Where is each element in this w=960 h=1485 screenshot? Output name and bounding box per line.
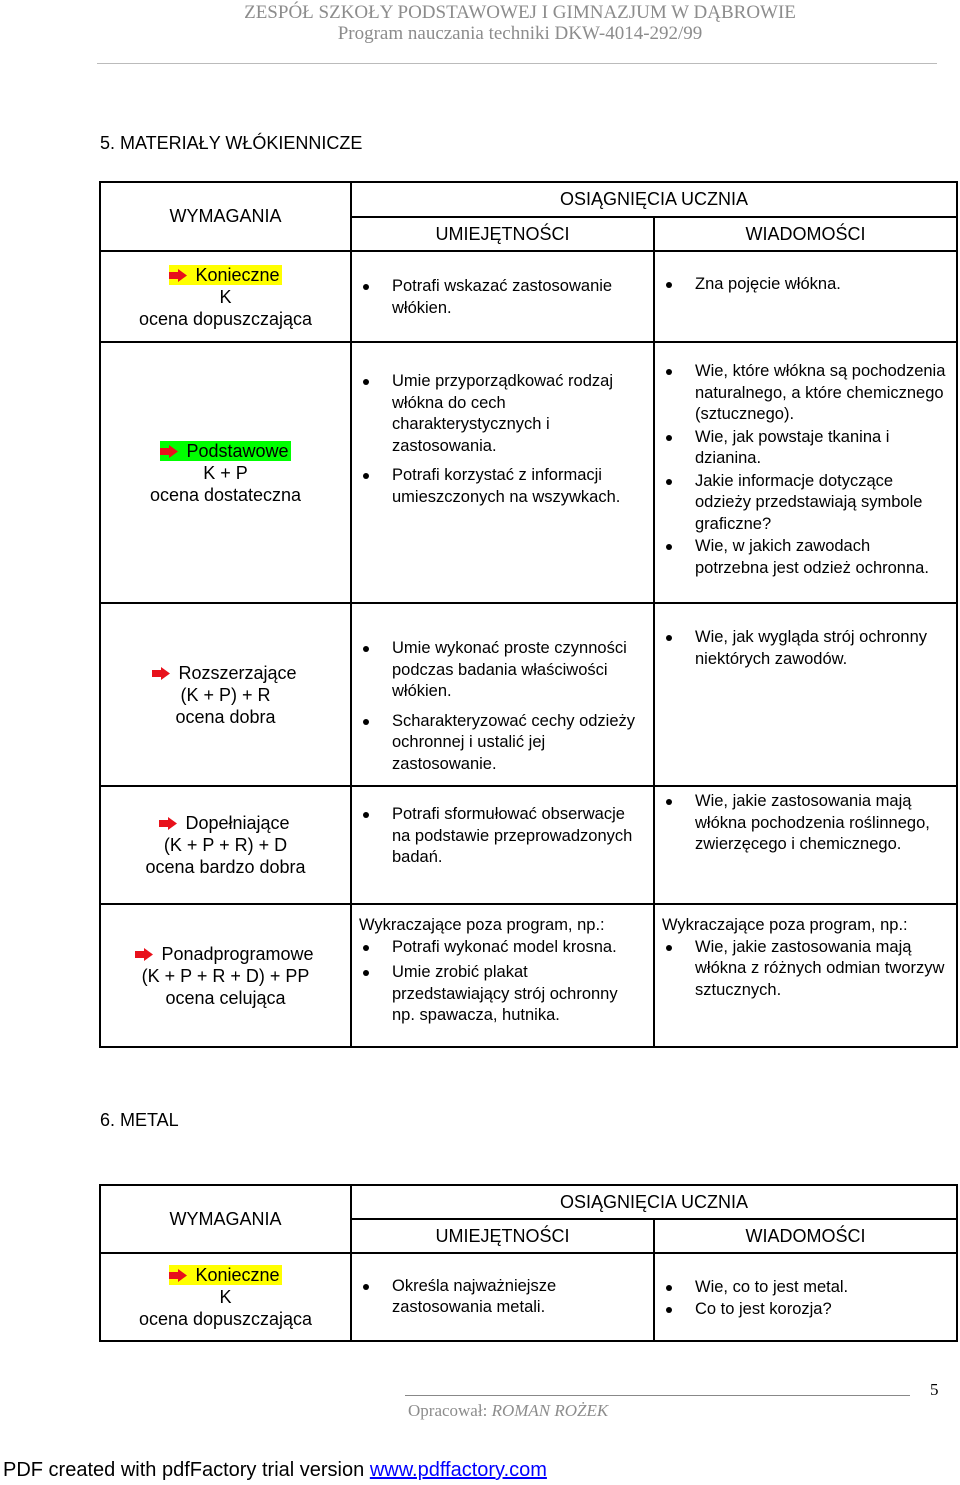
skills-cell bbox=[351, 786, 654, 904]
level-grade: ocena bardzo dobra bbox=[145, 857, 306, 877]
level-label: Rozszerzające bbox=[152, 663, 298, 683]
skills-cell bbox=[351, 603, 654, 786]
level-grade: ocena dopuszczająca bbox=[138, 308, 313, 329]
list-item: Jakie informacje dotyczące odzieży przedstawiają symbole graficzne? bbox=[655, 471, 948, 536]
column-header-knowledge: WIADOMOŚCI bbox=[654, 1219, 957, 1253]
level-code: K bbox=[219, 286, 232, 307]
knowledge-cell bbox=[654, 603, 957, 786]
level-cell bbox=[100, 251, 351, 342]
skills-cell bbox=[351, 251, 654, 342]
level-grade: ocena dostateczna bbox=[149, 484, 302, 505]
table-row bbox=[100, 904, 957, 1047]
knowledge-cell bbox=[654, 786, 957, 904]
list-item: Wie, jak powstaje tkanina i dzianina. bbox=[655, 427, 948, 470]
level-grade: ocena dobra bbox=[175, 706, 276, 727]
list-item: Wie, w jakich zawodach potrzebna jest odzież ochronna. bbox=[655, 536, 948, 579]
document-header-program: Program nauczania techniki DKW-4014-292/99 bbox=[337, 23, 703, 44]
knowledge-cell bbox=[654, 904, 957, 1047]
knowledge-cell bbox=[654, 342, 957, 603]
skills-cell bbox=[351, 1253, 654, 1341]
level-grade: ocena celująca bbox=[165, 987, 286, 1008]
skills-cell bbox=[351, 342, 654, 603]
list-item: Zna pojęcie włókna. bbox=[655, 274, 948, 296]
list-item: Wie, jakie zastosowania mają włókna z różnych odmian tworzyw sztucznych. bbox=[655, 937, 948, 1002]
table-row bbox=[100, 603, 957, 786]
column-header-requirements: WYMAGANIA bbox=[100, 182, 351, 251]
list-item: Umie przyporządkować rodzaj włókna do cech charakterystycznych i zastosowania. bbox=[352, 371, 645, 457]
requirements-table-metal bbox=[99, 1184, 958, 1342]
list-item: Określa najważniejsze zastosowania metali. bbox=[352, 1276, 645, 1319]
arrow-right-icon bbox=[160, 445, 178, 458]
list-item: Potrafi wykonać model krosna. bbox=[352, 937, 645, 959]
level-grade: ocena dopuszczająca bbox=[138, 1309, 313, 1329]
column-header-knowledge: WIADOMOŚCI bbox=[654, 217, 957, 251]
pdf-link[interactable]: www.pdffactory.com bbox=[369, 1459, 547, 1481]
level-label: Dopełniające bbox=[159, 813, 291, 833]
footer-divider bbox=[405, 1395, 910, 1396]
list-item: Potrafi sformułować obserwacje na podstawie przeprowadzonych badań. bbox=[352, 804, 645, 869]
level-label: Konieczne bbox=[169, 265, 281, 285]
level-code: K bbox=[219, 1287, 232, 1307]
skills-prefix: Wykraczające poza program, np.: bbox=[359, 916, 605, 934]
knowledge-cell bbox=[654, 251, 957, 342]
column-header-achievements: OSIĄGNIĘCIA UCZNIA bbox=[351, 1185, 957, 1219]
knowledge-prefix: Wykraczające poza program, np.: bbox=[662, 916, 908, 934]
page-number: 5 bbox=[930, 1380, 939, 1399]
list-item: Wie, które włókna są pochodzenia naturalnego, a które chemicznego (sztucznego). bbox=[655, 361, 948, 426]
level-cell bbox=[100, 786, 351, 904]
author-name: ROMAN ROŻEK bbox=[491, 1401, 609, 1420]
table-row bbox=[100, 1253, 957, 1341]
table-row bbox=[100, 251, 957, 342]
level-cell bbox=[100, 603, 351, 786]
section-title-textiles: 5. MATERIAŁY WŁÓKIENNICZE bbox=[100, 133, 363, 153]
level-label: Ponadprogramowe bbox=[135, 944, 315, 964]
document-header-school: ZESPÓŁ SZKOŁY PODSTAWOWEJ I GIMNAZJUM W DĄBROWIE bbox=[244, 2, 796, 23]
list-item: Potrafi korzystać z informacji umieszczonych na wszywkach. bbox=[352, 465, 645, 508]
level-label: Konieczne bbox=[169, 1265, 281, 1285]
author-credit bbox=[408, 1401, 608, 1421]
arrow-right-icon bbox=[135, 948, 153, 961]
list-item: Potrafi wskazać zastosowanie włókien. bbox=[352, 276, 645, 319]
level-label: Podstawowe bbox=[160, 441, 290, 461]
table-row bbox=[100, 786, 957, 904]
list-item: Umie wykonać proste czynności podczas badania właściwości włókien. bbox=[352, 638, 645, 703]
pdf-notice-text: PDF created with pdfFactory trial version bbox=[3, 1459, 365, 1481]
list-item: Co to jest korozja? bbox=[655, 1299, 948, 1321]
list-item: Wie, jak wygląda strój ochronny niektórych zawodów. bbox=[655, 627, 948, 670]
level-code: (K + P) + R bbox=[180, 684, 271, 705]
level-code: K + P bbox=[203, 462, 248, 483]
column-header-skills: UMIEJĘTNOŚCI bbox=[351, 217, 654, 251]
requirements-table-textiles bbox=[99, 181, 958, 1048]
column-header-skills: UMIEJĘTNOŚCI bbox=[351, 1219, 654, 1253]
table-row bbox=[100, 342, 957, 603]
arrow-right-icon bbox=[169, 269, 187, 282]
list-item: Wie, co to jest metal. bbox=[655, 1277, 948, 1299]
skills-cell bbox=[351, 904, 654, 1047]
arrow-right-icon bbox=[169, 1269, 187, 1282]
header-divider bbox=[97, 63, 937, 64]
level-cell bbox=[100, 904, 351, 1047]
section-title-metal: 6. METAL bbox=[100, 1110, 179, 1130]
knowledge-cell bbox=[654, 1253, 957, 1341]
arrow-right-icon bbox=[152, 667, 170, 680]
level-code: (K + P + R + D) + PP bbox=[141, 965, 310, 986]
author-label: Opracował: bbox=[408, 1401, 488, 1420]
pdf-notice bbox=[3, 1459, 547, 1482]
level-cell bbox=[100, 342, 351, 603]
level-cell bbox=[100, 1253, 351, 1341]
list-item: Umie zrobić plakat przedstawiający strój ochronny np. spawacza, hutnika. bbox=[352, 962, 645, 1027]
list-item: Wie, jakie zastosowania mają włókna pochodzenia roślinnego, zwierzęcego i chemicznego. bbox=[655, 791, 948, 856]
level-code: (K + P + R) + D bbox=[163, 835, 288, 855]
column-header-achievements: OSIĄGNIĘCIA UCZNIA bbox=[351, 182, 957, 217]
list-item: Scharakteryzować cechy odzieży ochronnej i ustalić jej zastosowanie. bbox=[352, 711, 645, 776]
column-header-requirements: WYMAGANIA bbox=[100, 1185, 351, 1253]
arrow-right-icon bbox=[159, 817, 177, 830]
